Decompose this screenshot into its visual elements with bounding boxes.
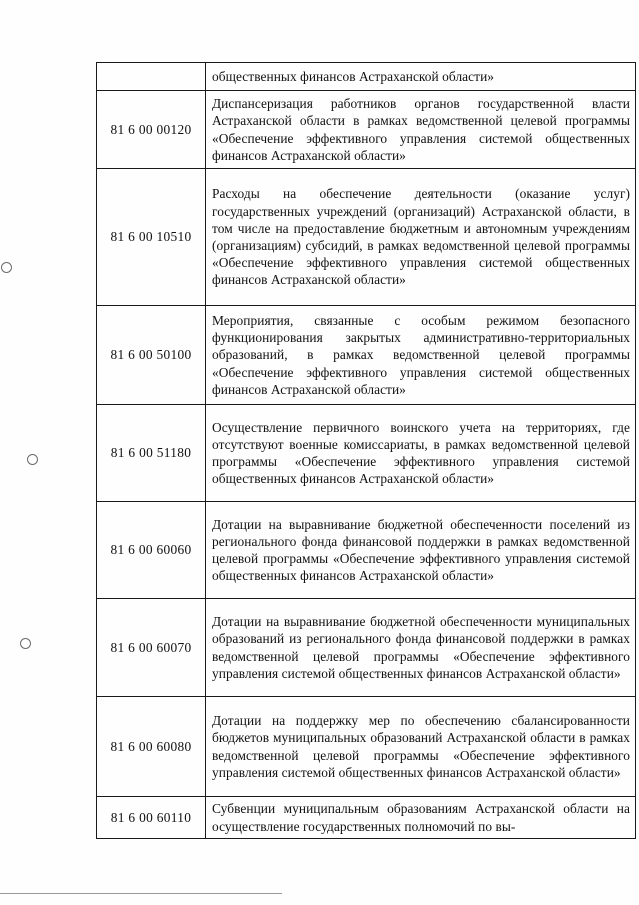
- code-cell: 81 6 00 60110: [97, 797, 206, 839]
- table-row: [97, 405, 636, 502]
- table-row: [97, 599, 636, 697]
- code-cell: 81 6 00 00120: [97, 91, 206, 169]
- code-cell: 81 6 00 51180: [97, 405, 206, 502]
- description-cell: Мероприятия, связанные с особым режимом безопасного функционирования закрытых административно-территориальных образований, в рамках ведомственной целевой программы «Обеспечение эффективного управления системой общественных финансов Астраханской области»: [206, 306, 636, 405]
- table-row: [97, 91, 636, 169]
- code-cell: 81 6 00 60080: [97, 697, 206, 797]
- description-cell: Диспансеризация работников органов государственной власти Астраханской области в рамках ведомственной целевой программы «Обеспечение эффективного управления системой общественных финансов Астраханской области»: [206, 91, 636, 169]
- table-row: [97, 797, 636, 839]
- footer-rule: [0, 893, 282, 894]
- description-cell: общественных финансов Астраханской области»: [206, 63, 636, 91]
- table-row: [97, 502, 636, 599]
- table-row: [97, 697, 636, 797]
- table-row: [97, 169, 636, 306]
- description-cell: Осуществление первичного воинского учета на территориях, где отсутствуют военные комиссариаты, в рамках ведомственной целевой программы «Обеспечение эффективного управления системой общественных финансов Астраханской области»: [206, 405, 636, 502]
- code-cell: 81 6 00 60070: [97, 599, 206, 697]
- description-cell: Субвенции муниципальным образованиям Астраханской области на осуществление государственных полномочий по вы-: [206, 797, 636, 839]
- binder-hole-icon: [27, 454, 38, 465]
- table-row: [97, 306, 636, 405]
- description-cell: Дотации на выравнивание бюджетной обеспеченности муниципальных образований из регионального фонда финансовой поддержки в рамках ведомственной целевой программы «Обеспечение эффективного управления системой общественных финансов Астраханской области»: [206, 599, 636, 697]
- code-cell: 81 6 00 60060: [97, 502, 206, 599]
- description-cell: Дотации на выравнивание бюджетной обеспеченности поселений из регионального фонда финансовой поддержки в рамках ведомственной целевой программы «Обеспечение эффективного управления системой общественных финансов Астраханской области»: [206, 502, 636, 599]
- code-cell: [97, 63, 206, 91]
- table-row: [97, 63, 636, 91]
- description-cell: Расходы на обеспечение деятельности (оказание услуг) государственных учреждений (организаций) Астраханской области, в том числе на предоставление бюджетным и автономным учреждениям (организациям) субсидий, в рамках ведомственной целевой программы «Обеспечение эффективного управления системой общественных финансов Астраханской области»: [206, 169, 636, 306]
- code-cell: 81 6 00 50100: [97, 306, 206, 405]
- budget-classification-table: [96, 62, 636, 839]
- binder-hole-icon: [20, 638, 31, 649]
- code-cell: 81 6 00 10510: [97, 169, 206, 306]
- binder-hole-icon: [1, 262, 12, 273]
- description-cell: Дотации на поддержку мер по обеспечению сбалансированности бюджетов муниципальных образований Астраханской области в рамках ведомственной целевой программы «Обеспечение эффективного управления системой общественных финансов Астраханской области»: [206, 697, 636, 797]
